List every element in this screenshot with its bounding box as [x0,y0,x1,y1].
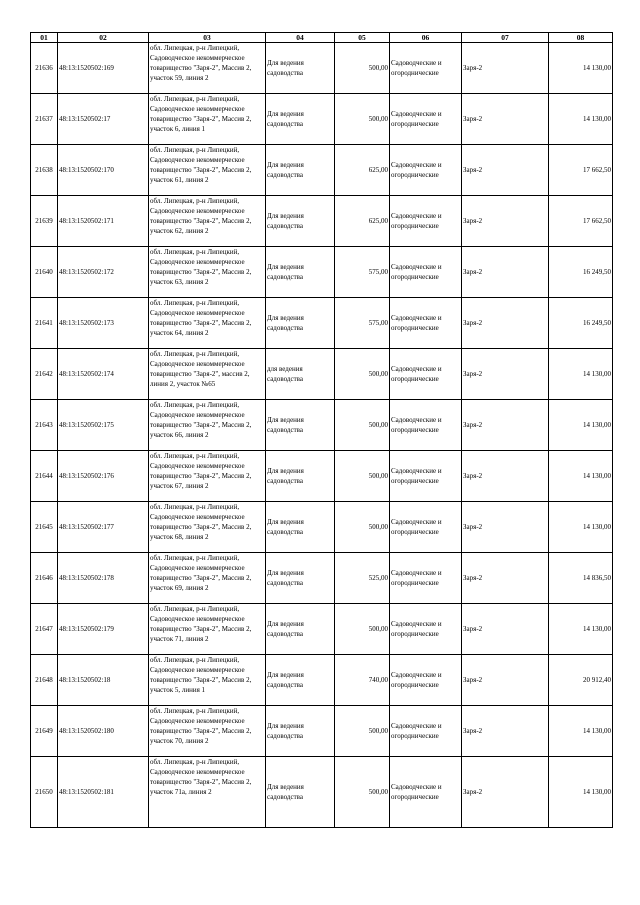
cell-id: 21636 [31,43,58,94]
cell-id: 21643 [31,400,58,451]
cell-cadastral-number: 48:13:1520502:17 [58,94,149,145]
table-row [31,145,613,196]
cell-address [149,349,266,400]
cell-group: Заря-2 [462,757,549,828]
column-header-06: 06 [390,33,462,43]
cell-address [149,94,266,145]
cell-purpose: Для ведения садоводства [266,706,335,757]
cell-category: Садоводческие и огороднические [390,604,462,655]
cell-purpose: Для ведения садоводства [266,502,335,553]
table-row [31,94,613,145]
cell-address [149,298,266,349]
cell-value: 14 836,50 [549,553,613,604]
cell-category: Садоводческие и огороднические [390,94,462,145]
cell-id: 21648 [31,655,58,706]
cell-group: Заря-2 [462,247,549,298]
column-header-08: 08 [549,33,613,43]
cell-area: 500,00 [335,502,390,553]
cell-cadastral-number: 48:13:1520502:169 [58,43,149,94]
cell-area: 500,00 [335,43,390,94]
cell-category: Садоводческие и огороднические [390,247,462,298]
address-text: обл. Липецкая, р-н Липецкий, Садоводческое некоммерческое товарищество "Заря-2", Массив 2, участок 61, линия 2 [150,146,252,184]
cell-group: Заря-2 [462,451,549,502]
cell-id: 21638 [31,145,58,196]
cell-address [149,553,266,604]
table-row [31,604,613,655]
address-text: обл. Липецкая, р-н Липецкий, Садоводческое некоммерческое товарищество "Заря-2", массив 2, линия 2, участок №65 [150,350,250,388]
cell-value: 14 130,00 [549,349,613,400]
column-header-02: 02 [58,33,149,43]
cell-value: 14 130,00 [549,604,613,655]
cell-category: Садоводческие и огороднические [390,553,462,604]
cell-purpose: для ведения садоводства [266,349,335,400]
table-row [31,553,613,604]
cell-purpose: Для ведения садоводства [266,400,335,451]
cell-address [149,247,266,298]
cell-id: 21641 [31,298,58,349]
cell-address [149,196,266,247]
cell-area: 575,00 [335,298,390,349]
cell-area: 740,00 [335,655,390,706]
address-text: обл. Липецкая, р-н Липецкий, Садоводческое некоммерческое товарищество "Заря-2", Массив 2, участок 71, линия 2 [150,605,252,643]
cell-category: Садоводческие и огороднические [390,706,462,757]
address-text: обл. Липецкая, р-н Липецкий, Садоводческое некоммерческое товарищество "Заря-2", Массив 2, участок 71а, линия 2 [150,758,252,796]
cell-id: 21650 [31,757,58,828]
cell-group: Заря-2 [462,349,549,400]
cell-purpose: Для ведения садоводства [266,604,335,655]
cell-cadastral-number: 48:13:1520502:170 [58,145,149,196]
cell-cadastral-number: 48:13:1520502:180 [58,706,149,757]
cell-value: 14 130,00 [549,451,613,502]
table-row [31,196,613,247]
cell-value: 17 662,50 [549,196,613,247]
cell-group: Заря-2 [462,43,549,94]
cell-value: 14 130,00 [549,400,613,451]
cell-area: 500,00 [335,706,390,757]
address-text: обл. Липецкая, р-н Липецкий, Садоводческое некоммерческое товарищество "Заря-2", Массив 2, участок 6, линия 1 [150,95,252,133]
column-header-04: 04 [266,33,335,43]
cell-area: 500,00 [335,757,390,828]
cell-id: 21646 [31,553,58,604]
cell-group: Заря-2 [462,604,549,655]
cell-group: Заря-2 [462,298,549,349]
cell-purpose: Для ведения садоводства [266,145,335,196]
cell-group: Заря-2 [462,196,549,247]
address-text: обл. Липецкая, р-н Липецкий, Садоводческое некоммерческое товарищество "Заря-2", Массив 2, участок 67, линия 2 [150,452,252,490]
cell-address [149,604,266,655]
cell-purpose: Для ведения садоводства [266,757,335,828]
cell-address [149,400,266,451]
address-text: обл. Липецкая, р-н Липецкий, Садоводческое некоммерческое товарищество "Заря-2", Массив 2, участок 70, линия 2 [150,707,252,745]
cell-purpose: Для ведения садоводства [266,196,335,247]
cell-purpose: Для ведения садоводства [266,655,335,706]
cell-category: Садоводческие и огороднические [390,400,462,451]
cell-purpose: Для ведения садоводства [266,94,335,145]
column-header-01: 01 [31,33,58,43]
cell-cadastral-number: 48:13:1520502:176 [58,451,149,502]
cell-category: Садоводческие и огороднические [390,298,462,349]
cell-value: 14 130,00 [549,43,613,94]
table-row [31,43,613,94]
cell-value: 16 249,50 [549,247,613,298]
column-header-07: 07 [462,33,549,43]
address-text: обл. Липецкая, р-н Липецкий, Садоводческое некоммерческое товарищество "Заря-2", Массив 2, участок 64, линия 2 [150,299,252,337]
land-plots-table [30,32,613,828]
cell-id: 21642 [31,349,58,400]
cell-area: 625,00 [335,196,390,247]
cell-value: 14 130,00 [549,757,613,828]
cell-area: 525,00 [335,553,390,604]
cell-cadastral-number: 48:13:1520502:177 [58,502,149,553]
cell-address [149,655,266,706]
address-text: обл. Липецкая, р-н Липецкий, Садоводческое некоммерческое товарищество "Заря-2", Массив 2, участок 66, линия 2 [150,401,252,439]
cell-cadastral-number: 48:13:1520502:174 [58,349,149,400]
cell-category: Садоводческие и огороднические [390,502,462,553]
cell-purpose: Для ведения садоводства [266,553,335,604]
cell-cadastral-number: 48:13:1520502:178 [58,553,149,604]
cell-area: 575,00 [335,247,390,298]
cell-id: 21649 [31,706,58,757]
address-text: обл. Липецкая, р-н Липецкий, Садоводческое некоммерческое товарищество "Заря-2", Массив 2, участок 69, линия 2 [150,554,252,592]
cell-area: 500,00 [335,349,390,400]
cell-value: 14 130,00 [549,706,613,757]
cell-address [149,502,266,553]
address-text: обл. Липецкая, р-н Липецкий, Садоводческое некоммерческое товарищество "Заря-2", Массив 2, участок 59, линия 2 [150,44,252,82]
cell-area: 500,00 [335,400,390,451]
cell-cadastral-number: 48:13:1520502:18 [58,655,149,706]
cell-id: 21644 [31,451,58,502]
cell-address [149,706,266,757]
cell-area: 500,00 [335,604,390,655]
cell-purpose: Для ведения садоводства [266,298,335,349]
cell-category: Садоводческие и огороднические [390,43,462,94]
cell-category: Садоводческие и огороднические [390,451,462,502]
cell-group: Заря-2 [462,94,549,145]
cell-id: 21637 [31,94,58,145]
cell-id: 21639 [31,196,58,247]
document-page [30,32,612,828]
cell-address [149,757,266,828]
cell-purpose: Для ведения садоводства [266,43,335,94]
column-header-03: 03 [149,33,266,43]
cell-group: Заря-2 [462,655,549,706]
address-text: обл. Липецкая, р-н Липецкий, Садоводческое некоммерческое товарищество "Заря-2", Массив 2, участок 68, линия 2 [150,503,252,541]
cell-address [149,145,266,196]
cell-category: Садоводческие и огороднические [390,196,462,247]
cell-area: 625,00 [335,145,390,196]
cell-cadastral-number: 48:13:1520502:181 [58,757,149,828]
cell-group: Заря-2 [462,553,549,604]
cell-category: Садоводческие и огороднические [390,655,462,706]
cell-value: 14 130,00 [549,94,613,145]
table-row [31,349,613,400]
address-text: обл. Липецкая, р-н Липецкий, Садоводческое некоммерческое товарищество "Заря-2", Массив 2, участок 5, линия 1 [150,656,252,694]
cell-id: 21647 [31,604,58,655]
cell-purpose: Для ведения садоводства [266,451,335,502]
cell-cadastral-number: 48:13:1520502:179 [58,604,149,655]
cell-id: 21645 [31,502,58,553]
cell-group: Заря-2 [462,145,549,196]
cell-cadastral-number: 48:13:1520502:175 [58,400,149,451]
cell-cadastral-number: 48:13:1520502:173 [58,298,149,349]
cell-group: Заря-2 [462,502,549,553]
table-row [31,655,613,706]
cell-value: 14 130,00 [549,502,613,553]
address-text: обл. Липецкая, р-н Липецкий, Садоводческое некоммерческое товарищество "Заря-2", Массив 2, участок 62, линия 2 [150,197,252,235]
cell-category: Садоводческие и огороднические [390,349,462,400]
address-text: обл. Липецкая, р-н Липецкий, Садоводческое некоммерческое товарищество "Заря-2", Массив 2, участок 63, линия 2 [150,248,252,286]
cell-category: Садоводческие и огороднические [390,145,462,196]
cell-purpose: Для ведения садоводства [266,247,335,298]
table-row [31,757,613,828]
cell-cadastral-number: 48:13:1520502:171 [58,196,149,247]
cell-address [149,43,266,94]
column-header-05: 05 [335,33,390,43]
table-row [31,298,613,349]
cell-area: 500,00 [335,94,390,145]
table-row [31,706,613,757]
table-row [31,451,613,502]
table-row [31,247,613,298]
table-row [31,400,613,451]
cell-cadastral-number: 48:13:1520502:172 [58,247,149,298]
cell-address [149,451,266,502]
cell-id: 21640 [31,247,58,298]
cell-value: 17 662,50 [549,145,613,196]
table-row [31,502,613,553]
cell-value: 16 249,50 [549,298,613,349]
cell-value: 20 912,40 [549,655,613,706]
cell-category: Садоводческие и огороднические [390,757,462,828]
cell-area: 500,00 [335,451,390,502]
table-header-row [31,33,613,43]
cell-group: Заря-2 [462,400,549,451]
cell-group: Заря-2 [462,706,549,757]
